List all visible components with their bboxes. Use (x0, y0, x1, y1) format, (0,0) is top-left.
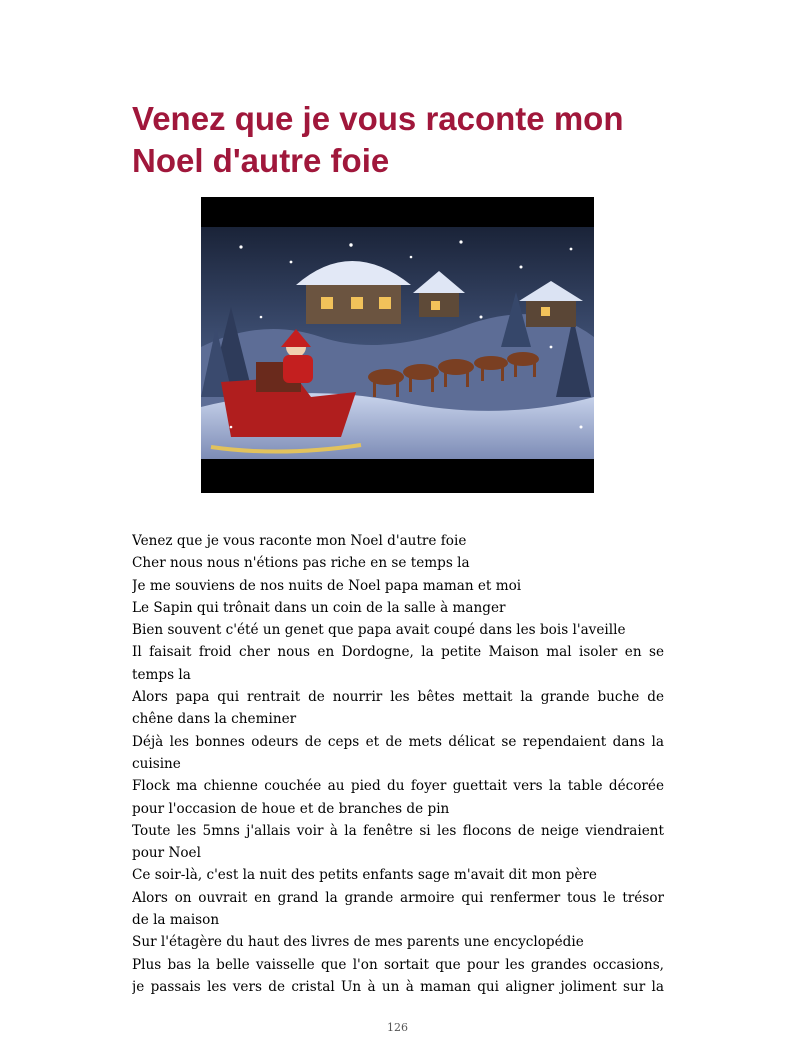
text-line: Sur l'étagère du haut des livres de mes parents une encyclopédie (132, 934, 584, 951)
text-line: Je me souviens de nos nuits de Noel papa maman et moi (132, 577, 522, 594)
text-line: Le Sapin qui trônait dans un coin de la salle à manger (132, 599, 506, 616)
santa-sleigh-illustration (201, 197, 594, 493)
text-line: Ce soir-là, c'est la nuit des petits enfants sage m'avait dit mon père (132, 867, 597, 884)
santa-sleigh-reindeer-snowy-village-icon (201, 197, 594, 493)
text-line: chêne dans la cheminer (132, 711, 297, 728)
text-line: Bien souvent c'été un genet que papa avait coupé dans les bois l'aveille (132, 622, 626, 639)
text-line: de la maison (132, 912, 220, 929)
text-line: Venez que je vous raconte mon Noel d'autre foie (132, 533, 467, 549)
text-line: temps la (132, 666, 191, 683)
text-line: Plus bas la belle vaisselle que l'on sortait que pour les grandes occasions, (132, 956, 664, 973)
text-line: pour Noel (132, 845, 201, 862)
text-line: Cher nous nous n'étions pas riche en se temps la (132, 555, 470, 572)
text-line: Toute les 5mns j'allais voir à la fenêtre si les flocons de neige viendraient (132, 822, 664, 839)
text-line: cuisine (132, 755, 181, 772)
page-number: 126 (387, 1021, 408, 1034)
text-line: Il faisait froid cher nous en Dordogne, la petite Maison mal isoler en se (132, 644, 664, 661)
text-line: pour l'occasion de houe et de branches de pin (132, 800, 450, 817)
text-line: Alors papa qui rentrait de nourrir les bêtes mettait la grande buche de (132, 689, 664, 706)
text-line: Flock ma chienne couchée au pied du foyer guettait vers la table décorée (132, 778, 664, 795)
text-line: Alors on ouvrait en grand la grande armoire qui renfermer tous le trésor (132, 889, 664, 906)
text-line: je passais les vers de cristal Un à un à maman qui aligner joliment sur la (132, 978, 664, 995)
page-title: Venez que je vous raconte mon Noel d'autre foie (132, 100, 624, 179)
text-line: Déjà les bonnes odeurs de ceps et de mets délicat se rependaient dans la (132, 733, 664, 750)
poem-text (132, 530, 664, 998)
